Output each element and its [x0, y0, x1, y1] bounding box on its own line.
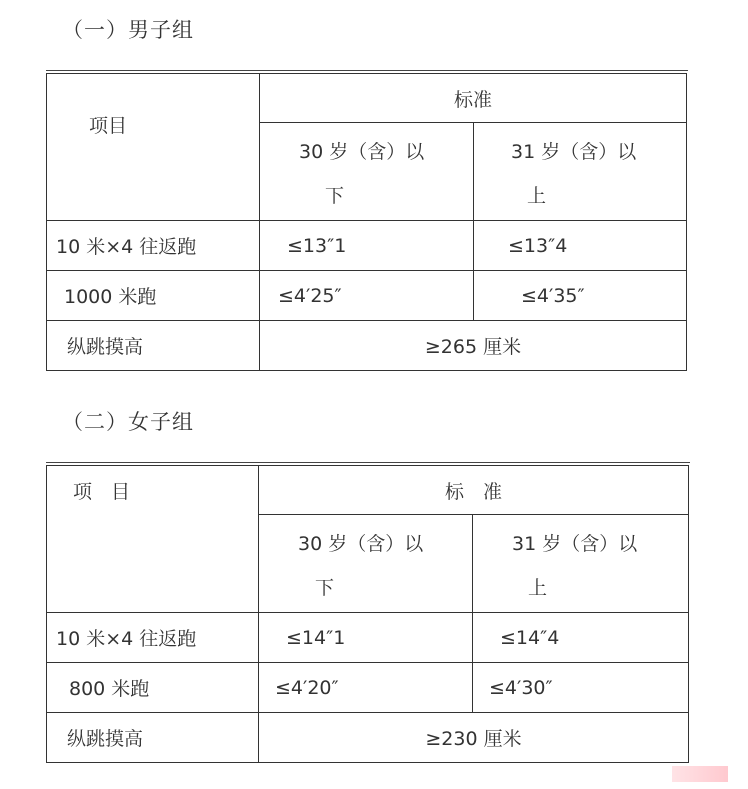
value-cell: ≤13″4	[474, 221, 687, 271]
age-group-31-line2: 上	[528, 576, 548, 599]
men-standards-table	[46, 73, 687, 371]
age-group-31-line1: 31 岁（含）以	[512, 532, 638, 555]
jump-value-cell: ≥265 厘米	[260, 321, 687, 371]
age-group-31-cell	[473, 515, 689, 613]
age-group-30-line1: 30 岁（含）以	[298, 532, 424, 555]
item-cell: 纵跳摸高	[47, 321, 260, 371]
item-cell: 1000 米跑	[47, 271, 260, 321]
value-cell: ≤13″1	[260, 221, 474, 271]
age-group-30-line1: 30 岁（含）以	[299, 140, 425, 163]
value-cell: ≤4′25″	[260, 271, 474, 321]
standard-header-cell	[259, 466, 689, 515]
age-group-31-line2: 上	[527, 184, 547, 207]
item-header-cell	[47, 74, 260, 221]
value-cell: ≤14″4	[473, 613, 689, 663]
value-cell: ≤4′35″	[474, 271, 687, 321]
women-standards-table	[46, 465, 689, 763]
value-cell: ≤14″1	[259, 613, 473, 663]
value-cell: ≤4′30″	[473, 663, 689, 713]
item-header: 项目	[89, 114, 128, 137]
jump-value-cell: ≥230 厘米	[259, 713, 689, 763]
corner-highlight	[672, 766, 728, 782]
women-top-rule	[46, 462, 690, 463]
item-cell: 800 米跑	[47, 663, 259, 713]
age-group-30-cell	[260, 123, 474, 221]
item-header: 项 目	[73, 480, 131, 503]
item-header-cell	[47, 466, 259, 613]
table-row	[47, 321, 687, 371]
table-row	[47, 663, 689, 713]
table-row	[47, 221, 687, 271]
age-group-30-line2: 下	[315, 576, 335, 599]
standard-header: 标准	[454, 88, 493, 111]
age-group-30-cell	[259, 515, 473, 613]
age-group-31-line1: 31 岁（含）以	[511, 140, 637, 163]
item-cell: 10 米×4 往返跑	[47, 221, 260, 271]
age-group-30-line2: 下	[325, 184, 345, 207]
women-section-heading: （二）女子组	[62, 410, 194, 434]
table-row	[47, 613, 689, 663]
item-cell: 10 米×4 往返跑	[47, 613, 259, 663]
value-cell: ≤4′20″	[259, 663, 473, 713]
men-top-rule	[46, 70, 688, 71]
table-row	[47, 271, 687, 321]
age-group-31-cell	[474, 123, 687, 221]
men-section-heading: （一）男子组	[62, 18, 194, 42]
table-row	[47, 713, 689, 763]
item-cell: 纵跳摸高	[47, 713, 259, 763]
standard-header-cell	[260, 74, 687, 123]
standard-header: 标 准	[445, 480, 503, 503]
